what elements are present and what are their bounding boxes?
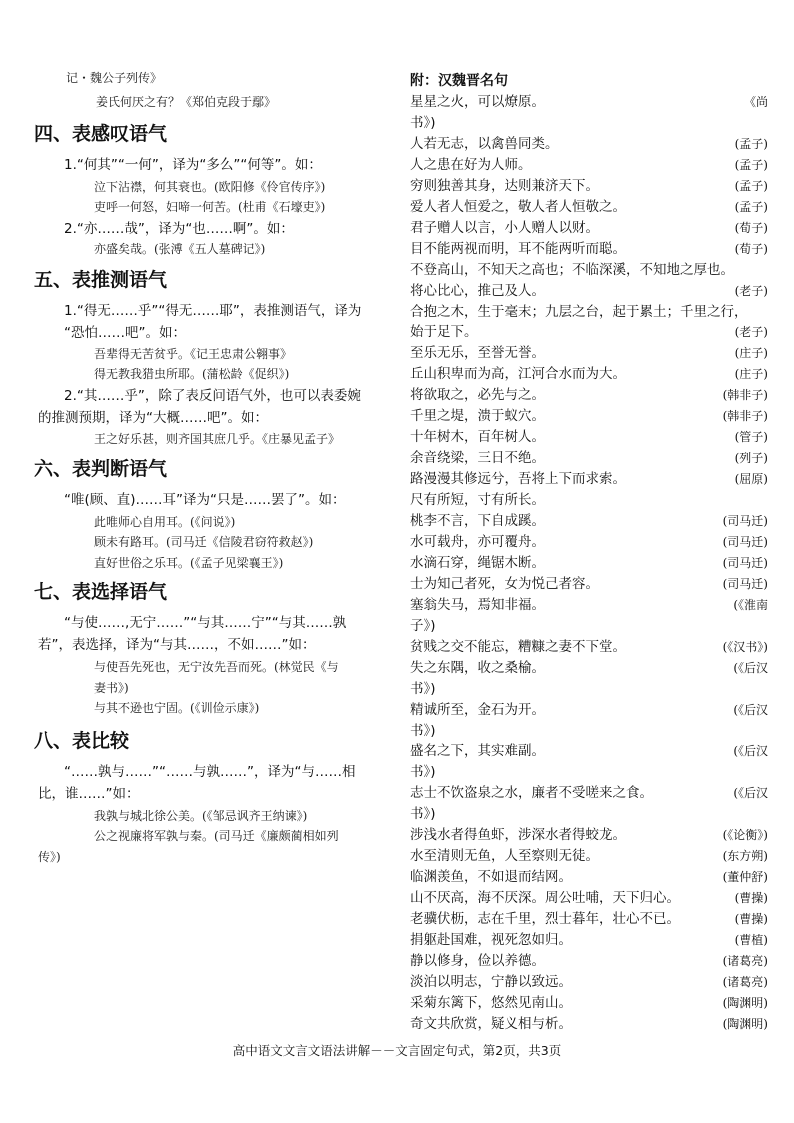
quote-text: 君子赠人以言，小人赠人以财。 [410,219,599,236]
quote-text: 贫贱之交不能忘，糟糠之妻不下堂。 [410,638,626,655]
quote-row [410,427,772,448]
quote-source: (董仲舒) [722,870,768,885]
quote-row [410,637,772,658]
s5-point-2b: 的推测预期，译为“大概……吧”。如： [38,410,268,426]
quote-text: 静以修身，俭以养德。 [410,952,545,969]
quote-source: (孟子) [734,178,768,193]
section-6-title: 六、表判断语气 [34,458,168,480]
s4-example-2: 吏呼一何怒，妇啼一何苦。(杜甫《石壕吏》) [94,200,326,214]
quote-source: (曹操) [734,891,768,906]
quote-source: (诸葛亮) [722,974,768,989]
quote-text: 水可载舟，亦可覆舟。 [410,533,545,550]
quote-row [410,825,772,846]
quote-text: 捐躯赴国难，视死忽如归。 [410,932,572,948]
quote-text: 盛名之下，其实难副。 [410,743,545,760]
quote-source: (《淮南 [733,597,768,612]
s8-example-2a: 公之视廉将军孰与秦。(司马迁《廉颇蔺相如列 [94,829,339,843]
continued-line-1: 记・魏公子列传》 [66,71,163,85]
s5-point-2a: 2.“其……乎”，除了表反问语气外，也可以表委婉 [64,388,361,404]
quote-source: (韩非子) [722,409,768,424]
quote-text: 奇文共欣赏，疑义相与析。 [410,1015,572,1032]
quote-row [410,218,772,239]
quote-row [410,804,772,825]
s8-point-1a: “……孰与……”“……与孰……”，译为“与……相 [64,764,356,780]
quote-row [410,721,772,742]
quote-text: 将欲取之，必先与之。 [410,387,545,404]
quote-row [410,511,772,532]
quote-text: 士为知己者死，女为悦己者容。 [410,575,599,592]
quote-text: 老骥伏枥，志在千里，烈士暮年，壮心不已。 [410,911,680,928]
quote-source: (《汉书》) [722,639,768,654]
quote-source: (司马迁) [722,534,768,549]
quote-text: 十年树木，百年树人。 [410,429,545,446]
s7-point-1a: “与使……,无宁……”“与其……宁”“与其……孰 [64,615,347,631]
s4-example-1: 泣下沾襟，何其衰也。(欧阳修《伶官传序》) [94,180,326,194]
quote-row [410,113,772,134]
quote-source: (《后汉 [733,702,768,717]
quote-text: 尺有所短，寸有所长。 [410,492,545,509]
quote-row [410,281,772,302]
s6-example-3: 直好世俗之乐耳。(《孟子见梁襄王》) [94,556,284,570]
quote-source: (司马迁) [722,576,768,591]
quote-text: 桃李不言，下自成蹊。 [410,513,545,529]
quote-source: (诸葛亮) [722,953,768,968]
quote-row [410,343,772,364]
quote-text: 书》) [410,680,436,697]
quote-source: (曹操) [734,912,768,927]
quote-row [410,867,772,888]
quote-row [410,92,772,113]
quote-text: 精诚所至，金石为开。 [410,701,545,718]
quote-source: (庄子) [734,367,768,382]
quote-row [410,364,772,385]
quote-text: 失之东隅，收之桑榆。 [410,659,545,676]
quote-text: 星星之火，可以燎原。 [410,94,545,110]
quote-row [410,846,772,867]
s6-example-2: 顾未有路耳。(司马迁《信陵君窃符救赵》) [94,535,314,549]
quote-text: 志士不饮盗泉之水，廉者不受嗟来之食。 [410,785,653,802]
quote-row [410,700,772,721]
quote-text: 山不厌高，海不厌深。周公吐哺，天下归心。 [410,890,680,907]
quote-text: 人之患在好为人师。 [410,156,532,173]
quote-source: (荀子) [734,220,768,235]
s6-example-1: 此唯师心自用耳。(《问说》) [94,515,236,529]
quote-row [410,658,772,679]
quote-source: (《论衡》) [722,828,768,843]
quote-row [410,574,772,595]
quote-row [410,469,772,490]
quote-row [410,406,772,427]
quote-text: 不登高山，不知天之高也；不临深溪，不知地之厚也。 [410,261,734,278]
s5-example-1: 吾辈得无苦贫乎。《记王忠肃公翱事》 [94,347,293,361]
quote-row [410,134,772,155]
s4-example-3: 亦盛矣哉。(张溥《五人墓碑记》) [94,242,266,256]
quote-text: 塞翁失马，焉知非福。 [410,596,545,613]
quote-source: (孟子) [734,199,768,214]
quote-row [410,490,772,511]
s7-example-1b: 妻书》) [94,681,129,695]
quote-source: (《后汉 [733,744,768,759]
s8-example-1: 我孰与城北徐公美。(《邹忌讽齐王纳谏》) [94,809,308,823]
quote-source: (孟子) [734,157,768,172]
quote-row [410,762,772,783]
famous-quotes-title: 附：汉魏晋名句 [410,73,508,89]
quote-text: 目不能两视而明，耳不能两听而聪。 [410,240,626,257]
quote-source: 《尚 [743,95,768,109]
quote-row [410,197,772,218]
s7-point-1b: 若”，表选择，译为“与其……，不如……”如： [38,637,316,653]
quote-text: 始于足下。 [410,324,478,341]
quote-text: 千里之堤，溃于蚁穴。 [410,408,545,425]
quote-row [410,448,772,469]
quote-text: 子》) [410,617,436,634]
quote-text: 水滴石穿，绳锯木断。 [410,554,545,571]
quote-row [410,993,772,1014]
quote-text: 水至清则无鱼，人至察则无徒。 [410,848,599,865]
quote-source: (曹植) [734,933,768,947]
quote-row [410,1014,772,1035]
quote-text: 穷则独善其身，达则兼济天下。 [410,177,599,194]
quote-source: (老子) [734,283,768,298]
quote-text: 书》) [410,722,436,739]
s4-point-2: 2.“亦……哉”，译为“也……啊”。如： [64,221,294,237]
quote-source: (韩非子) [722,388,768,403]
quote-row [410,972,772,993]
quote-row [410,616,772,637]
quote-text: 书》) [410,114,436,131]
quote-row [410,260,772,281]
quote-row [410,385,772,406]
quote-text: 余音绕梁，三日不绝。 [410,450,545,467]
quote-row [410,239,772,260]
quote-source: (司马迁) [722,555,768,570]
section-8-title: 八、表比较 [34,730,130,752]
quote-source: (荀子) [734,241,768,256]
continued-line-2: 姜氏何厌之有？《郑伯克段于鄢》 [96,95,277,109]
quote-row [410,679,772,700]
quote-text: 人若无志，以禽兽同类。 [410,135,559,152]
quote-text: 临渊羡鱼，不如退而结网。 [410,869,572,886]
quote-row [410,595,772,616]
s5-example-2: 得无教我猎虫所耶。(蒲松龄《促织》) [94,367,290,381]
quote-text: 书》) [410,806,436,823]
quote-row [410,888,772,909]
quote-text: 将心比心，推己及人。 [410,282,545,299]
s7-example-1a: 与使吾先死也，无宁汝先吾而死。(林觉民《与 [94,660,339,674]
quote-source: (东方朔) [722,849,768,864]
section-7-title: 七、表选择语气 [34,581,168,603]
s6-point-1: “唯(顾、直)……耳”译为“只是……罢了”。如： [64,492,346,508]
quote-text: 涉浅水者得鱼虾，涉深水者得蛟龙。 [410,827,626,844]
quote-row [410,302,772,323]
quote-text: 合抱之木，生于毫末；九层之台，起于累土；千里之行， [410,303,748,320]
quote-source: (《后汉 [733,786,768,801]
section-5-title: 五、表推测语气 [34,269,168,291]
quote-source: (陶渊明) [722,995,768,1010]
quote-source: (孟子) [734,136,768,151]
s4-point-1: 1.“何其”“一何”，译为“多么”“何等”。如： [64,157,322,173]
quote-source: (司马迁) [722,514,768,528]
quote-row [410,783,772,804]
quote-text: 路漫漫其修远兮，吾将上下而求索。 [410,471,626,488]
quote-row [410,532,772,553]
quote-source: (老子) [734,325,768,340]
s5-point-1b: “恐怕……吧”。如： [64,325,186,341]
quote-row [410,176,772,197]
page-footer: 高中语文文言文语法讲解－－文言固定句式，第2页，共3页 [232,1043,562,1058]
s5-point-1a: 1.“得无……乎”“得无……耶”，表推测语气，译为 [64,303,362,319]
quote-row [410,930,772,951]
quote-source: (屈原) [734,472,768,487]
quote-source: (管子) [734,430,768,445]
quote-row [410,553,772,574]
s5-example-3: 王之好乐甚，则齐国其庶几乎。《庄暴见孟子》 [94,432,341,446]
quote-text: 至乐无乐，至誉无誉。 [410,345,545,362]
quote-row [410,909,772,930]
quote-text: 爱人者人恒爱之，敬人者人恒敬之。 [410,198,626,215]
quote-source: (陶渊明) [722,1016,768,1031]
quote-row [410,951,772,972]
quote-row [410,322,772,343]
quote-text: 书》) [410,764,436,781]
quote-text: 淡泊以明志，宁静以致远。 [410,973,572,990]
s8-example-2b: 传》) [38,850,61,864]
s8-point-1b: 比，谁……”如： [38,786,140,802]
section-4-title: 四、表感叹语气 [34,123,168,145]
s7-example-2: 与其不逊也宁固。(《训俭示康》) [94,701,260,715]
quote-source: (庄子) [734,346,768,361]
quote-row [410,155,772,176]
quote-text: 丘山积卑而为高，江河合水而为大。 [410,366,626,383]
quote-source: (《后汉 [733,660,768,675]
quote-text: 采菊东篱下，悠然见南山。 [410,994,572,1011]
quote-row [410,741,772,762]
quote-source: (列子) [734,451,768,466]
